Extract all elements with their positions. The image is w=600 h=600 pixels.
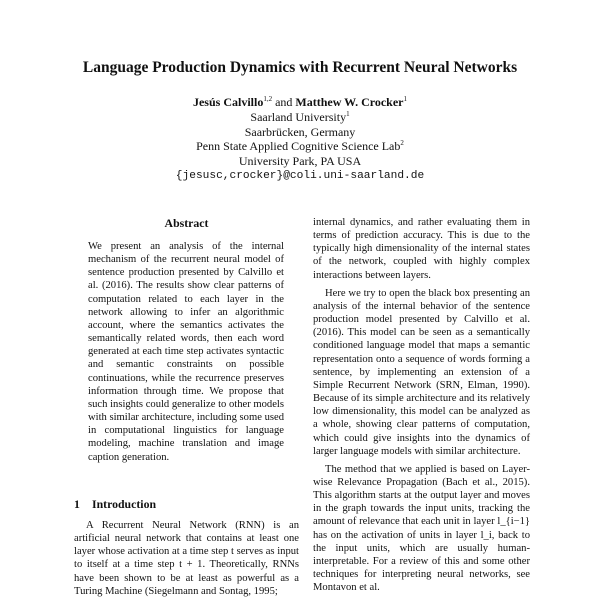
section-number: 1 [74,497,80,511]
author-block [0,95,600,184]
right-paragraph-1: internal dynamics, and rather evaluating them in terms of prediction accuracy. This is due to the typically high dimensionality of the internal states of the network, coupled with highly complex interactions between layers. [313,217,530,281]
author-2: Matthew W. Crocker [295,95,404,109]
affiliation-1-city: Saarbrücken, Germany [244,124,356,139]
abstract-heading: Abstract [164,216,209,230]
paper-title: Language Production Dynamics with Recurrent Neural Networks [82,59,518,76]
section-title: Introduction [92,497,157,511]
affiliation-2 [0,139,600,154]
author-1-sup: 1,2 [263,95,273,103]
affiliation-2-city: University Park, PA USA [238,154,362,169]
affiliation-2-sup: 2 [400,139,404,148]
author-names [0,95,600,110]
affiliation-2-name: Penn State Applied Cognitive Science Lab [196,139,401,154]
affiliation-1-sup: 1 [346,109,350,118]
author-and: and [272,95,296,109]
right-column [313,216,530,594]
right-paragraph-3: The method that we applied is based on Layer-wise Relevance Propagation (Bach et al., 2015). This algorithm starts at the output layer and moves in the graph towards the input units, tracking the amount of relevance that each unit in layer l_{i−1} has on the activation of units in layer l_i, back to the input units, which are usually human-interpretable. For a review of this and some other techniques for interpreting neural networks, see Montavon et al. [313,463,530,594]
section-heading-introduction [74,497,299,512]
author-1: Jesús Calvillo [192,95,264,109]
intro-paragraph: A Recurrent Neural Network (RNN) is an artificial neural network that contains at least one layer whose activation at a time step t serves as input to itself at a time step t + 1. Theoretically, RNNs have been shown to be at least as powerful as a Turing Machine (Siegelmann and Sontag, 1995; [74,520,299,597]
author-2-sup: 1 [403,95,407,103]
affiliation-1 [0,110,600,125]
affiliation-1-name: Saarland University [250,109,347,124]
abstract-text: We present an analysis of the internal mechanism of the recurrent neural model of sentence production presented by Calvillo et al. (2016). The results show clear patterns of computation related to each layer in the network allowing to infer an algorithmic account, where the semantics activates the semantically related words, then each word generated at each time step activates syntactic and semantic constraints on possible continuations, while the recurrence preserves information through time. We propose that such insights could generalize to other models with similar architecture, including some used in computational linguistics for language modeling, machine translation and image caption generation. [88,241,284,463]
right-paragraph-2: Here we try to open the black box presenting an analysis of the internal behavior of the sentence production model presented by Calvillo et al. (2016). This model can be seen as a semantically conditioned language model that maps a semantic representation onto a sequence of words forming a sentence, by implementing an extension of a Simple Recurrent Network (SRN, Elman, 1990). Because of its simple architecture and its relatively low dimensionality, this model can be analyzed as a whole, showing clear patterns of computation, which could give insights into the dynamics of larger language models with similar architecture. [313,287,530,457]
author-email: {jesusc,crocker}@coli.uni-saarland.de [175,169,425,182]
